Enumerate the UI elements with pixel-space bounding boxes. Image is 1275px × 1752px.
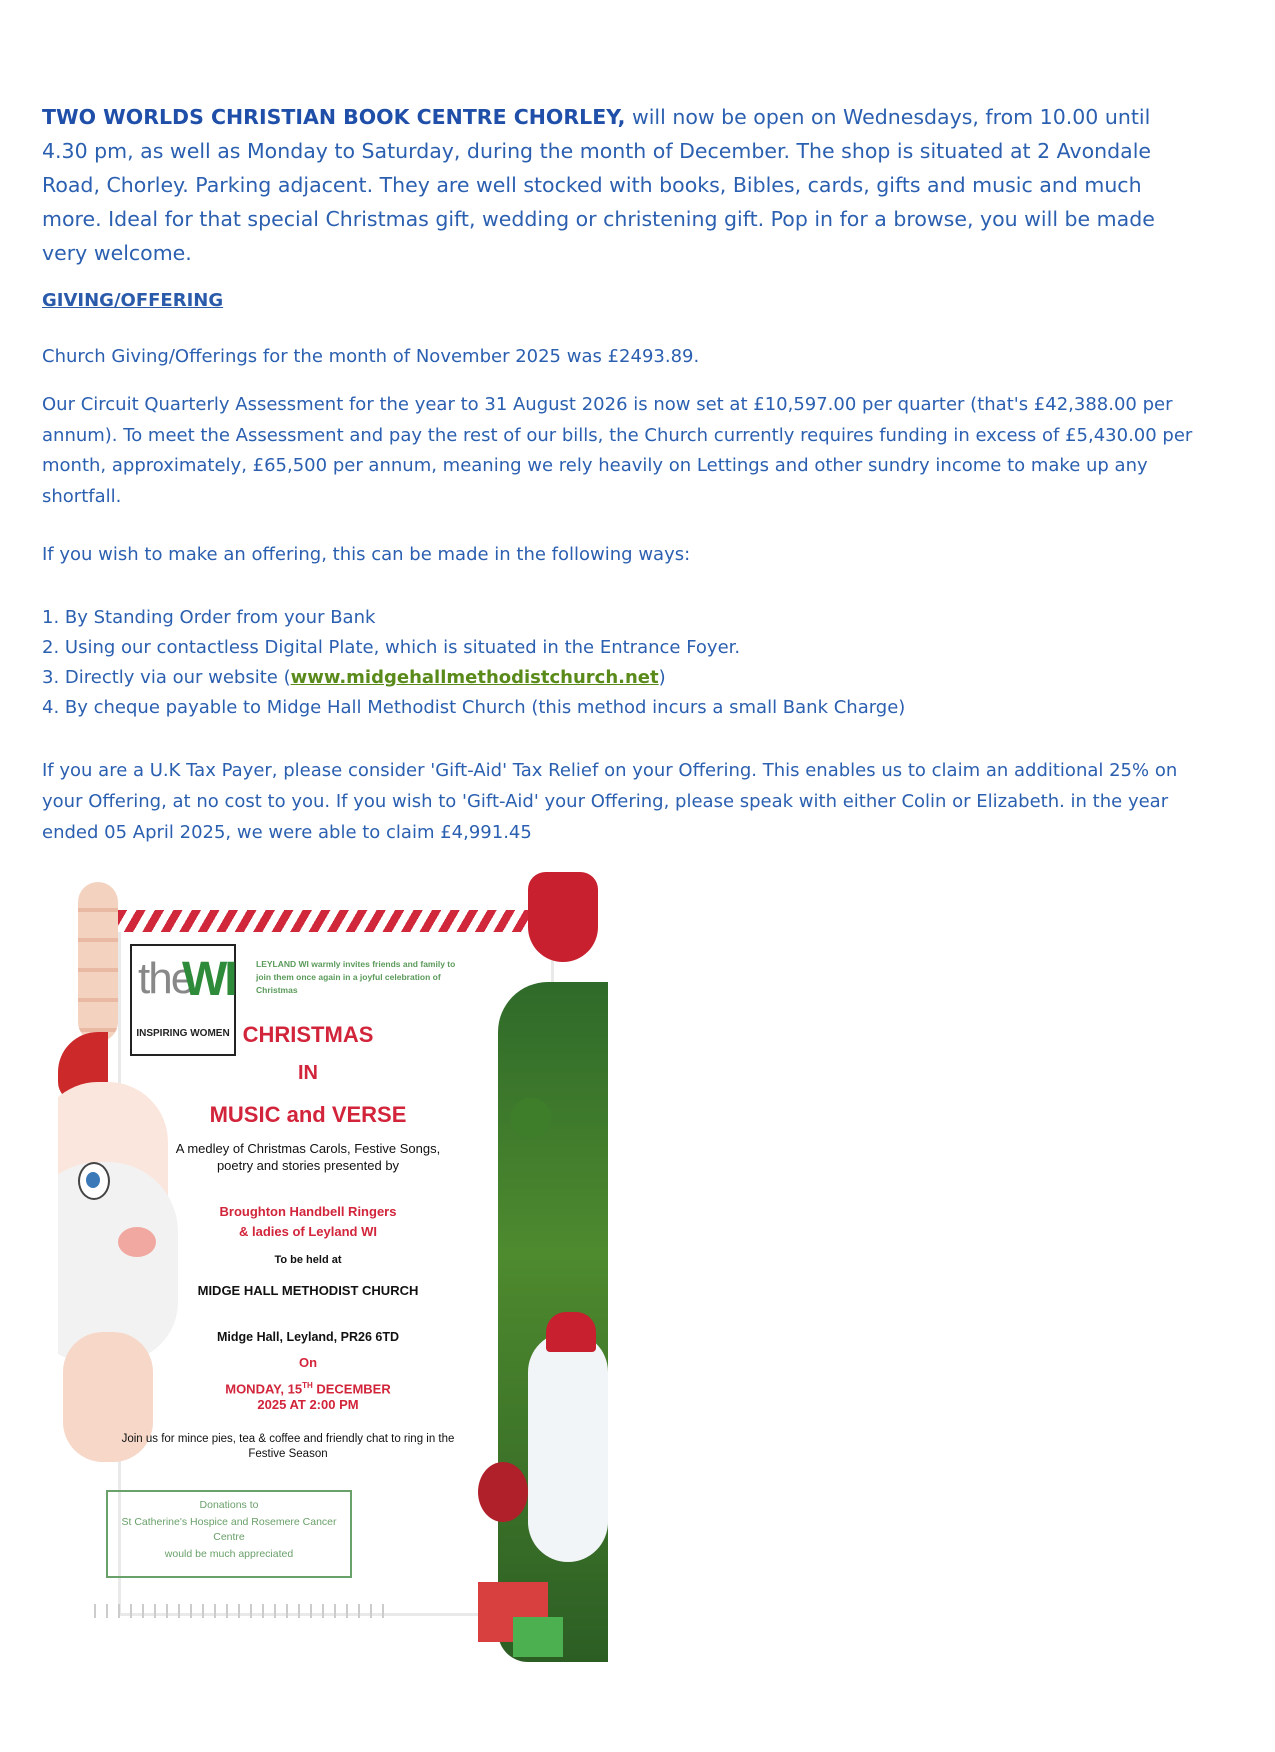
giving-heading: GIVING/OFFERING [42,290,224,311]
ornament-icon [478,1462,528,1522]
list-item [42,663,905,693]
bookshop-details: will now be open on Wednesdays, from 10.00 until 4.30 pm, as well as Monday to Saturday, during the month of December. The shop is situated at 2 Avondale Road, Chorley. Parking adjacent. They are well stocked with books, Bibles, cards, gifts and music and much more. Ideal for that special Christmas gift, wedding or christening gift. Pop in for a browse, you will be made very welcome. [42,105,1155,265]
gift-green-icon [513,1617,563,1657]
santa-eye-icon [78,1162,110,1200]
donations-line-1: Donations to [199,1499,259,1511]
website-suffix: ) [658,667,666,688]
poster-venue: MIDGE HALL METHODIST CHURCH [197,1283,419,1298]
poster-on: On [298,1355,318,1370]
website-prefix: 3. Directly via our website ( [42,667,291,688]
bookshop-name: TWO WORLDS CHRISTIAN BOOK CENTRE CHORLEY, [42,105,626,129]
poster-date [158,1378,458,1413]
list-item: 1. By Standing Order from your Bank [42,607,376,628]
gift-aid-paragraph: If you are a U.K Tax Payer, please consider 'Gift-Aid' Tax Relief on your Offering. This enables us to claim an additional 25% on your Offering, at no cost to you. If you wish to 'Gift-Aid' your Offering, please speak with either Colin or Elizabeth. in the year ended 05 April 2025, we were able to claim £4,991.45 [42,760,1178,843]
date-day: MONDAY, 15 [225,1381,303,1397]
date-suffix: TH [302,1381,313,1390]
date-time: 2025 AT 2:00 PM [257,1397,359,1413]
assessment-paragraph: Our Circuit Quarterly Assessment for the year to 31 August 2026 is now set at £10,597.00 per quarter (that's £42,388.00 per annum). To meet the Assessment and pay the rest of our bills, the Church currently requires funding in excess of £5,430.00 per month, approximately, £65,500 per annum, meaning we rely heavily on Lettings and other sundry income to make up any shortfall. [42,394,1193,507]
santa-nose-icon [118,1227,156,1257]
website-link[interactable]: www.midgehallmethodistchurch.net [290,667,659,688]
poster-invite: LEYLAND WI warmly invites friends and family to join them once again in a joyful celebration of Christmas [256,959,456,995]
snowman-icon [528,1332,608,1562]
poster-title-in: IN [298,1062,318,1084]
donation-box [106,1490,352,1578]
snowman-hat-icon [546,1312,596,1352]
offering-ways-intro: If you wish to make an offering, this can be made in the following ways: [42,544,691,565]
logo-the: the [138,954,194,1003]
poster-title-music-verse: MUSIC and VERSE [209,1102,407,1127]
poster-held-at: To be held at [274,1254,342,1266]
poster-address: Midge Hall, Leyland, PR26 6TD [217,1330,399,1344]
offering-ways-list [42,603,905,723]
logo-wi: WI [182,953,235,1006]
november-offerings: Church Giving/Offerings for the month of November 2025 was £2493.89. [42,346,700,367]
logo-subtitle: INSPIRING WOMEN [136,1028,230,1039]
bow-icon [528,872,598,962]
poster-title-christmas: CHRISTMAS [242,1022,374,1047]
date-month: DECEMBER [312,1381,391,1397]
poster-medley: A medley of Christmas Carols, Festive Songs, poetry and stories presented by [175,1141,441,1173]
poster-performers [158,1202,458,1242]
poster-join: Join us for mince pies, tea & coffee and friendly chat to ring in the Festive Season [121,1433,455,1460]
performers-line-1: Broughton Handbell Ringers [219,1204,397,1219]
list-item: 4. By cheque payable to Midge Hall Methodist Church (this method incurs a small Bank Charge) [42,697,906,718]
donations-line-3: would be much appreciated [164,1548,294,1560]
christmas-poster [58,862,608,1662]
list-item: 2. Using our contactless Digital Plate, which is situated in the Entrance Foyer. [42,637,741,658]
bookshop-paragraph [42,100,1192,270]
performers-line-2: & ladies of Leyland WI [239,1224,377,1239]
candy-cane-border [118,910,554,932]
donations-line-2: St Catherine's Hospice and Rosemere Cancer Centre [121,1516,337,1543]
santa-arm [78,882,118,1042]
scallop-border [94,1604,394,1618]
